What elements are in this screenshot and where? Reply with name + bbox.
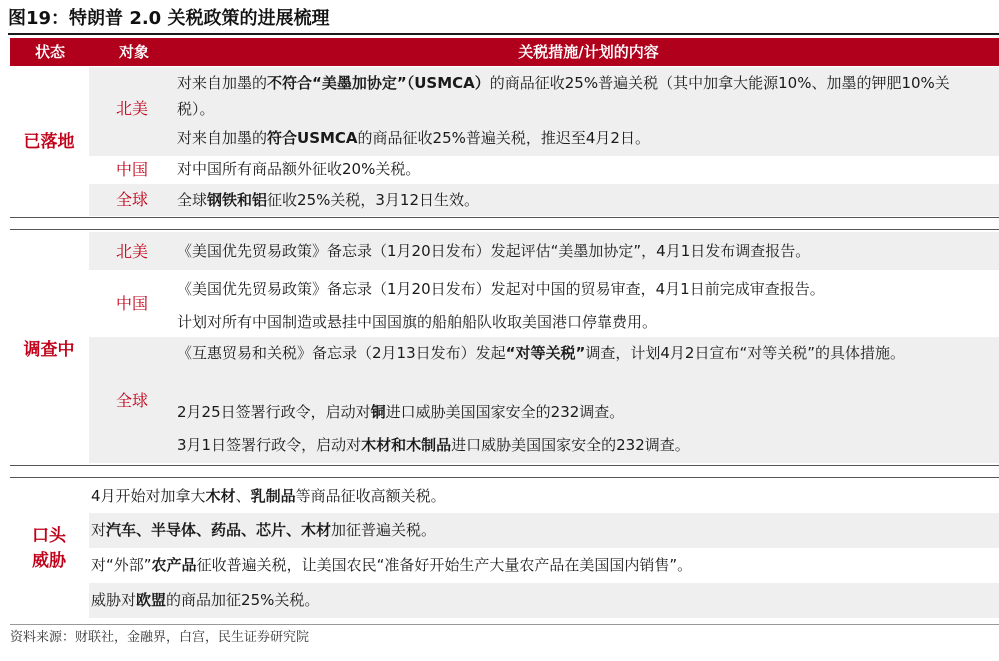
title-divider [8,33,999,35]
source-note: 资料来源：财联社，金融界，白宫，民生证券研究院 [10,630,310,645]
content-landed-global-1: 全球钢铁和铝征收25%关税，3月12日生效。 [177,191,480,209]
content-inv-na-1: 《美国优先贸易政策》备忘录（1月20日发布）发起评估“美墨加协定”，4月1日发布调查报告。 [177,242,811,260]
content-inv-cn-2: 计划对所有中国制造或悬挂中国国旗的船舶船队收取美国港口停靠费用。 [177,313,658,331]
status-threat-line2: 威胁 [32,551,66,571]
header-target: 对象 [118,43,149,61]
figure-title: 图19：特朗普 2.0 关税政策的进展梳理 [8,8,330,29]
target-china: 中国 [115,160,148,179]
content-inv-global-1: 《互惠贸易和关税》备忘录（2月13日发布）发起“对等关税”调查，计划4月2日宣布“对等关税”的具体措施。 [177,344,905,362]
status-investigating: 调查中 [23,340,75,360]
content-threat-1: 4月开始对加拿大木材、乳制品等商品征收高额关税。 [91,487,446,505]
table-bottom-rule [10,624,999,625]
content-landed-cn-1: 对中国所有商品额外征收20%关税。 [177,160,421,178]
content-threat-4: 威胁对欧盟的商品加征25%关税。 [91,591,320,609]
section-divider [10,217,999,218]
target-global: 全球 [115,190,148,209]
content-threat-3: 对“外部”农产品征收普遍关税，让美国农民“准备好开始生产大量农产品在美国国内销售”。 [91,556,693,574]
content-threat-2: 对汽车、半导体、药品、芯片、木材加征普遍关税。 [91,521,437,539]
target-north-america: 北美 [115,99,148,118]
status-threat-line1: 口头 [32,526,66,546]
content-inv-global-3: 3月1日签署行政令，启动对木材和木制品进口威胁美国国家安全的232调查。 [177,436,690,454]
header-status: 状态 [34,43,65,61]
table-header [10,38,999,66]
status-landed: 已落地 [23,132,75,152]
content-landed-na-1: 对来自加墨的不符合“美墨加协定”（USMCA）的商品征收25%普遍关税（其中加拿大能源10%、加墨的钾肥10%关税）。 [177,74,950,118]
section-divider [10,465,999,466]
target-north-america: 北美 [115,242,148,261]
header-content: 关税措施/计划的内容 [518,43,659,61]
content-inv-cn-1: 《美国优先贸易政策》备忘录（1月20日发布）发起对中国的贸易审查，4月1日前完成审查报告。 [177,280,825,298]
target-china: 中国 [115,294,148,313]
content-landed-na-2: 对来自加墨的符合USMCA的商品征收25%普遍关税，推迟至4月2日。 [177,129,650,147]
target-global: 全球 [115,391,148,410]
section-divider [10,229,999,230]
section-divider [10,477,999,478]
content-inv-global-2: 2月25日签署行政令，启动对铜进口威胁美国国家安全的232调查。 [177,403,625,421]
